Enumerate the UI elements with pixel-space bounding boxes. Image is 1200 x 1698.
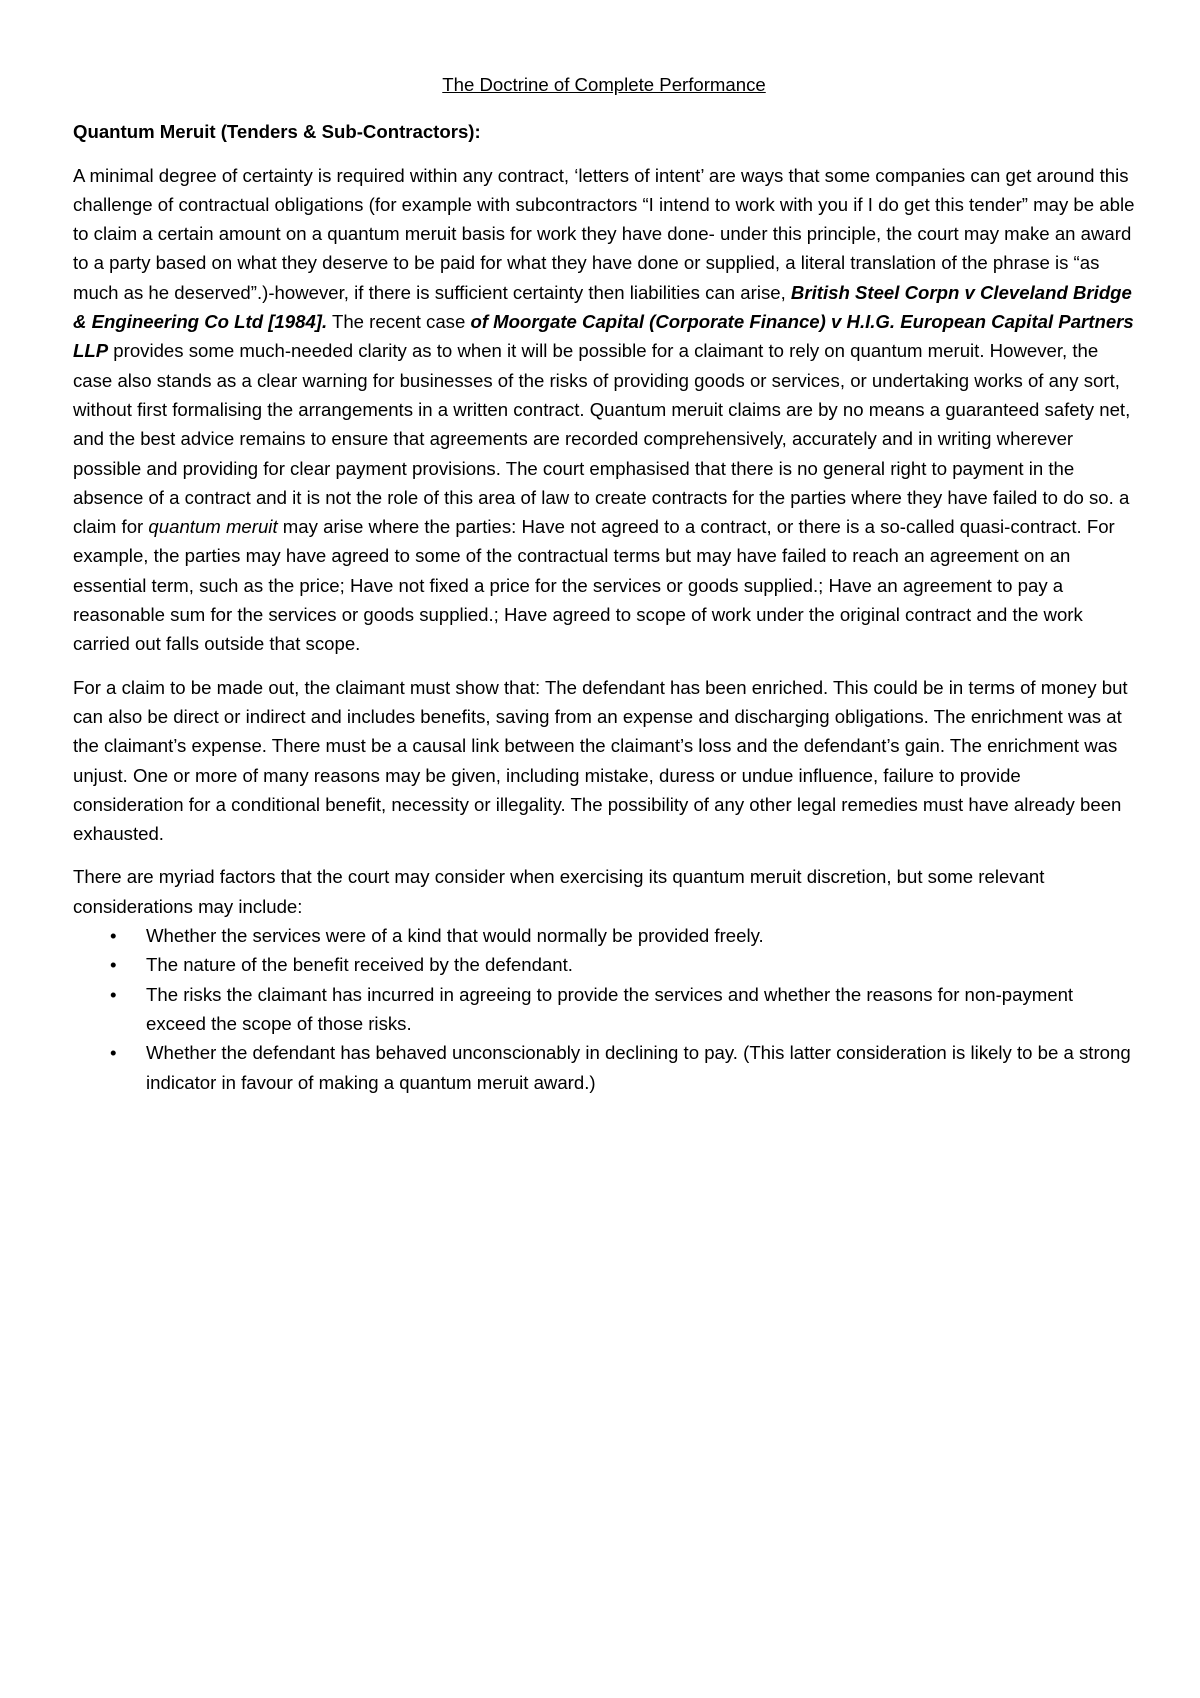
list-item-text: The nature of the benefit received by the defendant. <box>146 954 573 976</box>
bullet-icon: • <box>110 925 117 947</box>
paragraph-quantum-meruit <box>73 161 1135 659</box>
paragraph-factors-intro: There are myriad factors that the court may consider when exercising its quantum meruit discretion, but some relevant considerations may include: <box>73 866 1045 917</box>
paragraph-text: The recent case <box>327 311 471 333</box>
list-item <box>73 1038 1135 1097</box>
section-heading: Quantum Meruit (Tenders & Sub-Contractors): <box>73 121 481 143</box>
list-item <box>73 921 1135 950</box>
document-title: The Doctrine of Complete Performance <box>442 74 766 95</box>
case-citation-british-steel: British Steel Corpn v Cleveland Bridge & Engineering Co Ltd [1984]. <box>73 281 1132 333</box>
bullet-icon: • <box>110 954 117 976</box>
paragraph-claim-requirements: For a claim to be made out, the claimant must show that: The defendant has been enriched. This could be in terms of money but can also be direct or indirect and includes benefits, saving from an expense and discharging obligations. The enrichment was at the claimant’s expense. There must be a causal link between the claimant’s loss and the defendant’s gain. The enrichment was unjust. One or more of many reasons may be given, including mistake, duress or undue influence, failure to provide consideration for a conditional benefit, necessity or illegality. The possibility of any other legal remedies must have already been exhausted. <box>73 676 1128 845</box>
paragraph-text: may arise where the parties: Have not agreed to a contract, or there is a so-called quasi-contract. For example, the parties may have agreed to some of the contractual terms but may have failed to reach an agreement on an essential term, such as the price; Have not fixed a price for the services or goods supplied.; Have an agreement to pay a reasonable sum for the services or goods supplied.; Have agreed to scope of work under the original contract and the work carried out falls outside that scope. <box>73 516 1115 655</box>
case-citation-moorgate: of Moorgate Capital (Corporate Finance) v H.I.G. European Capital Partners LLP <box>73 311 1134 362</box>
document-page <box>73 70 1135 1097</box>
list-item-text: Whether the defendant has behaved unconscionably in declining to pay. (This latter consideration is likely to be a strong indicator in favour of making a quantum meruit award.) <box>146 1042 1131 1093</box>
paragraph-text: provides some much-needed clarity as to when it will be possible for a claimant to rely on quantum meruit. However, the case also stands as a clear warning for businesses of the risks of providing goods or services, or undertaking works of any sort, without first formalising the arrangements in a written contract. Quantum meruit claims are by no means a guaranteed safety net, and the best advice remains to ensure that agreements are recorded comprehensively, accurately and in writing wherever possible and providing for clear payment provisions. The court emphasised that there is no general right to payment in the absence of a contract and it is not the role of this area of law to create contracts for the parties where they have failed to do so. a claim for <box>73 340 1131 538</box>
list-item <box>73 980 1135 1039</box>
list-item <box>73 950 1135 979</box>
list-item-text: The risks the claimant has incurred in agreeing to provide the services and whether the reasons for non-payment exceed the scope of those risks. <box>146 983 1074 1034</box>
list-item-text: Whether the services were of a kind that would normally be provided freely. <box>146 925 764 947</box>
latin-term: quantum meruit <box>148 516 278 538</box>
paragraph-text: A minimal degree of certainty is required within any contract, ‘letters of intent’ are ways that some companies can get around this challenge of contractual obligations (for example with subcontractors “I intend to work with you if I do get this tender” may be able to claim a certain amount on a quantum meruit basis for work they have done- under this principle, the court may make an award to a party based on what they deserve to be paid for what they have done or supplied, a literal translation of the phrase is “as much as he deserved”.)-however, if there is sufficient certainty then liabilities can arise, <box>73 164 1135 303</box>
bullet-icon: • <box>110 1042 117 1064</box>
bullet-icon: • <box>110 983 117 1005</box>
factors-list <box>73 921 1135 1097</box>
